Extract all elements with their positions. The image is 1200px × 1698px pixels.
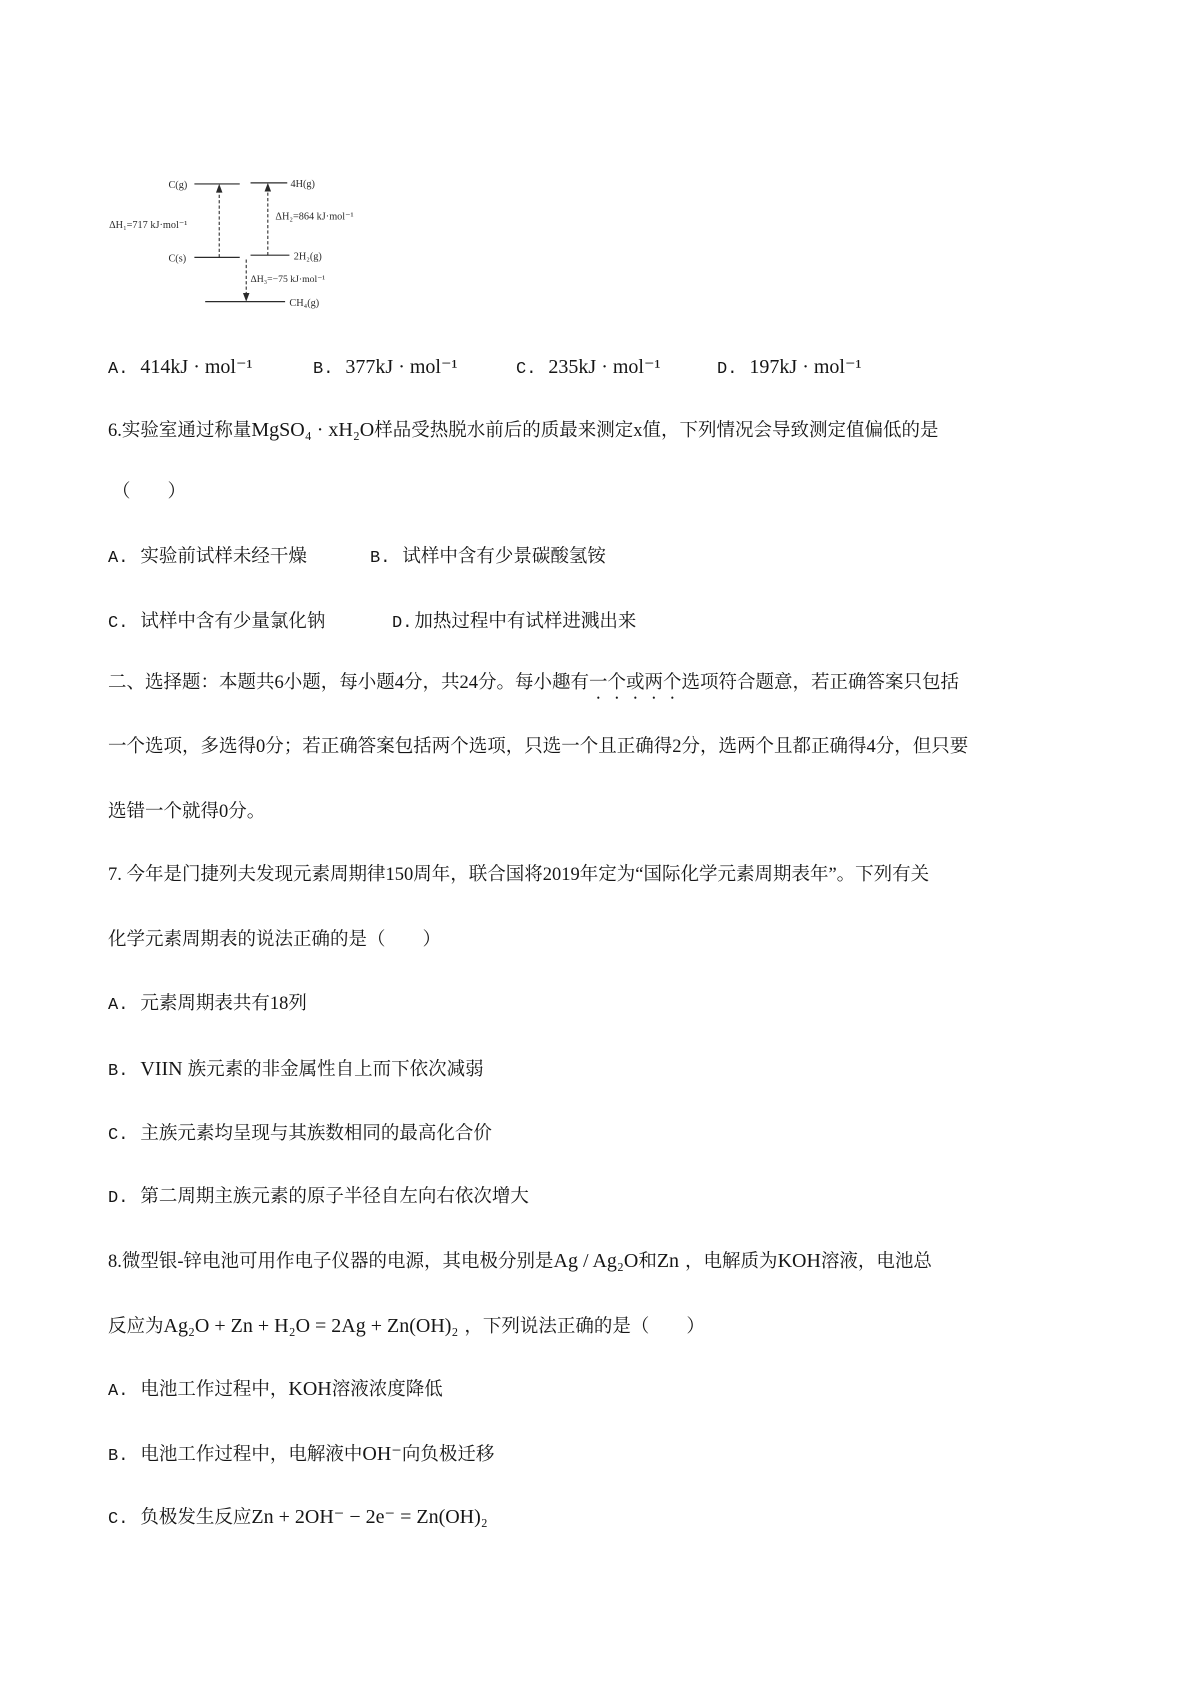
q7-option-b [108, 1057, 484, 1084]
option-label: B. [108, 1447, 129, 1466]
section2-instructions-line1 [108, 671, 959, 703]
option-label: C. [108, 1126, 129, 1145]
q8-stem-text: ，下列说法正确的是（ ） [464, 1317, 705, 1337]
option-text: 电池工作过程中， [140, 1380, 289, 1400]
q8-option-c [108, 1505, 488, 1532]
q7-stem-line2: 化学元素周期表的说法正确的是（ ） [108, 930, 442, 950]
q8-formula: KOH [777, 1250, 821, 1272]
option-label: B. [108, 1062, 129, 1081]
option-formula: VIIN [140, 1058, 183, 1080]
q8-stem-text: 8.微型银-锌电池可用作电子仪器的电源，其电极分别是 [108, 1252, 554, 1272]
label-dh3: ΔH₃=−75 kJ·mol⁻¹ [250, 274, 326, 286]
option-label: A. [108, 549, 129, 568]
option-label: C. [108, 614, 129, 633]
q7-option-a [108, 992, 307, 1018]
section2-emphasis: 一个或两个 [589, 673, 682, 693]
q8-reaction-equation: Ag₂O + Zn + H₂O = 2Ag + Zn(OH)₂ [163, 1315, 459, 1337]
q5-option-c [516, 355, 661, 382]
option-formula: KOH [288, 1378, 332, 1400]
q7-option-c [108, 1122, 492, 1148]
dh2-arrowhead [265, 183, 271, 192]
option-text: 元素周期表共有18列 [140, 994, 307, 1014]
option-text: 族元素的非金属性自上而下依次减弱 [187, 1060, 484, 1080]
option-label: D. [717, 360, 738, 379]
q6-option-c [108, 610, 325, 636]
option-label: D. [108, 1189, 129, 1208]
label-ch4-g: CH₄(g) [289, 297, 320, 309]
option-formula: OH⁻ [362, 1443, 402, 1465]
option-value: 235kJ · mol⁻¹ [548, 356, 661, 378]
option-value: 377kJ · mol⁻¹ [345, 356, 458, 378]
option-text: 加热过程中有试样进溅出来 [414, 612, 637, 632]
option-label: C. [108, 1510, 129, 1529]
q5-option-d [717, 355, 862, 382]
option-value: 197kJ · mol⁻¹ [749, 356, 862, 378]
label-dh1: ΔH₁=717 kJ·mol⁻¹ [109, 220, 188, 232]
q6-stem-text: 6.实验室通过称量 [108, 421, 252, 441]
option-text: 实验前试样未经干燥 [140, 547, 307, 567]
q6-formula: MgSO₄ · xH₂O [251, 419, 375, 441]
option-label: C. [516, 360, 537, 379]
q6-option-b [370, 545, 606, 571]
q8-formula: Zn [656, 1250, 680, 1272]
label-c-s: C(s) [168, 253, 187, 265]
option-value: 414kJ · mol⁻¹ [140, 356, 253, 378]
option-text: 向负极迁移 [401, 1445, 495, 1465]
option-text: 试样中含有少景碳酸氢铵 [402, 547, 606, 567]
section2-instructions-line2: 一个选项，多选得0分；若正确答案包括两个选项，只选一个且正确得2分，选两个且都正确得4分，但只要 [108, 737, 969, 757]
option-text: 电池工作过程中，电解液中 [140, 1445, 363, 1465]
q7-stem-line1: 7. 今年是门捷列夫发现元素周期律150周年，联合国将2019年定为“国际化学元素周期表年”。下列有关 [108, 865, 930, 885]
option-text: 负极发生反应 [140, 1508, 252, 1528]
section2-text: 选项符合题意，若正确答案只包括 [681, 673, 960, 693]
q8-stem-text: 反应为 [108, 1317, 164, 1337]
option-text: 第二周期主族元素的原子半径自左向右依次增大 [140, 1187, 529, 1207]
section2-instructions-line3: 选错一个就得0分。 [108, 802, 266, 822]
q8-formula: Ag / Ag₂O [553, 1250, 639, 1272]
label-4h-g: 4H(g) [290, 179, 315, 191]
q7-option-d [108, 1185, 529, 1211]
option-label: A. [108, 996, 129, 1015]
option-label: B. [370, 549, 391, 568]
label-c-g: C(g) [168, 180, 188, 192]
dh1-arrowhead [216, 184, 222, 193]
q8-option-b [108, 1442, 494, 1469]
q6-answer-blank: （ ） [112, 482, 187, 502]
q8-stem-text: 和 [638, 1252, 657, 1272]
q5-option-b [313, 355, 458, 382]
q5-option-a [108, 355, 253, 382]
option-formula: Zn + 2OH⁻ − 2e⁻ = Zn(OH)₂ [251, 1506, 488, 1528]
q6-option-a [108, 545, 307, 571]
section2-text: 二、选择题：本题共6小题，每小题4分，共24分。每小趣有 [108, 673, 590, 693]
q8-option-a [108, 1377, 443, 1404]
label-2h2-g: 2H₂(g) [293, 251, 322, 263]
option-text: 试样中含有少量氯化钠 [140, 612, 326, 632]
q6-option-d [392, 610, 636, 636]
option-label: A. [108, 360, 129, 379]
q8-stem-line1 [108, 1249, 932, 1274]
energy-level-diagram [108, 160, 392, 318]
option-text: 主族元素均呈现与其族数相同的最高化合价 [140, 1124, 492, 1144]
q8-stem-line2 [108, 1314, 705, 1339]
dh3-arrowhead [243, 293, 249, 302]
option-label: B. [313, 360, 334, 379]
label-dh2: ΔH₂=864 kJ·mol⁻¹ [275, 211, 354, 223]
q8-stem-text: ，电解质为 [685, 1252, 778, 1272]
option-label: A. [108, 1382, 129, 1401]
option-label: D. [392, 614, 413, 633]
q8-stem-text: 溶液，电池总 [820, 1252, 932, 1272]
q6-stem-text: 样品受热脱水前后的质最来测定x值，下列情况会导致测定值偏低的是 [374, 421, 939, 441]
q6-stem [108, 418, 939, 443]
option-text: 溶液浓度降低 [331, 1380, 443, 1400]
